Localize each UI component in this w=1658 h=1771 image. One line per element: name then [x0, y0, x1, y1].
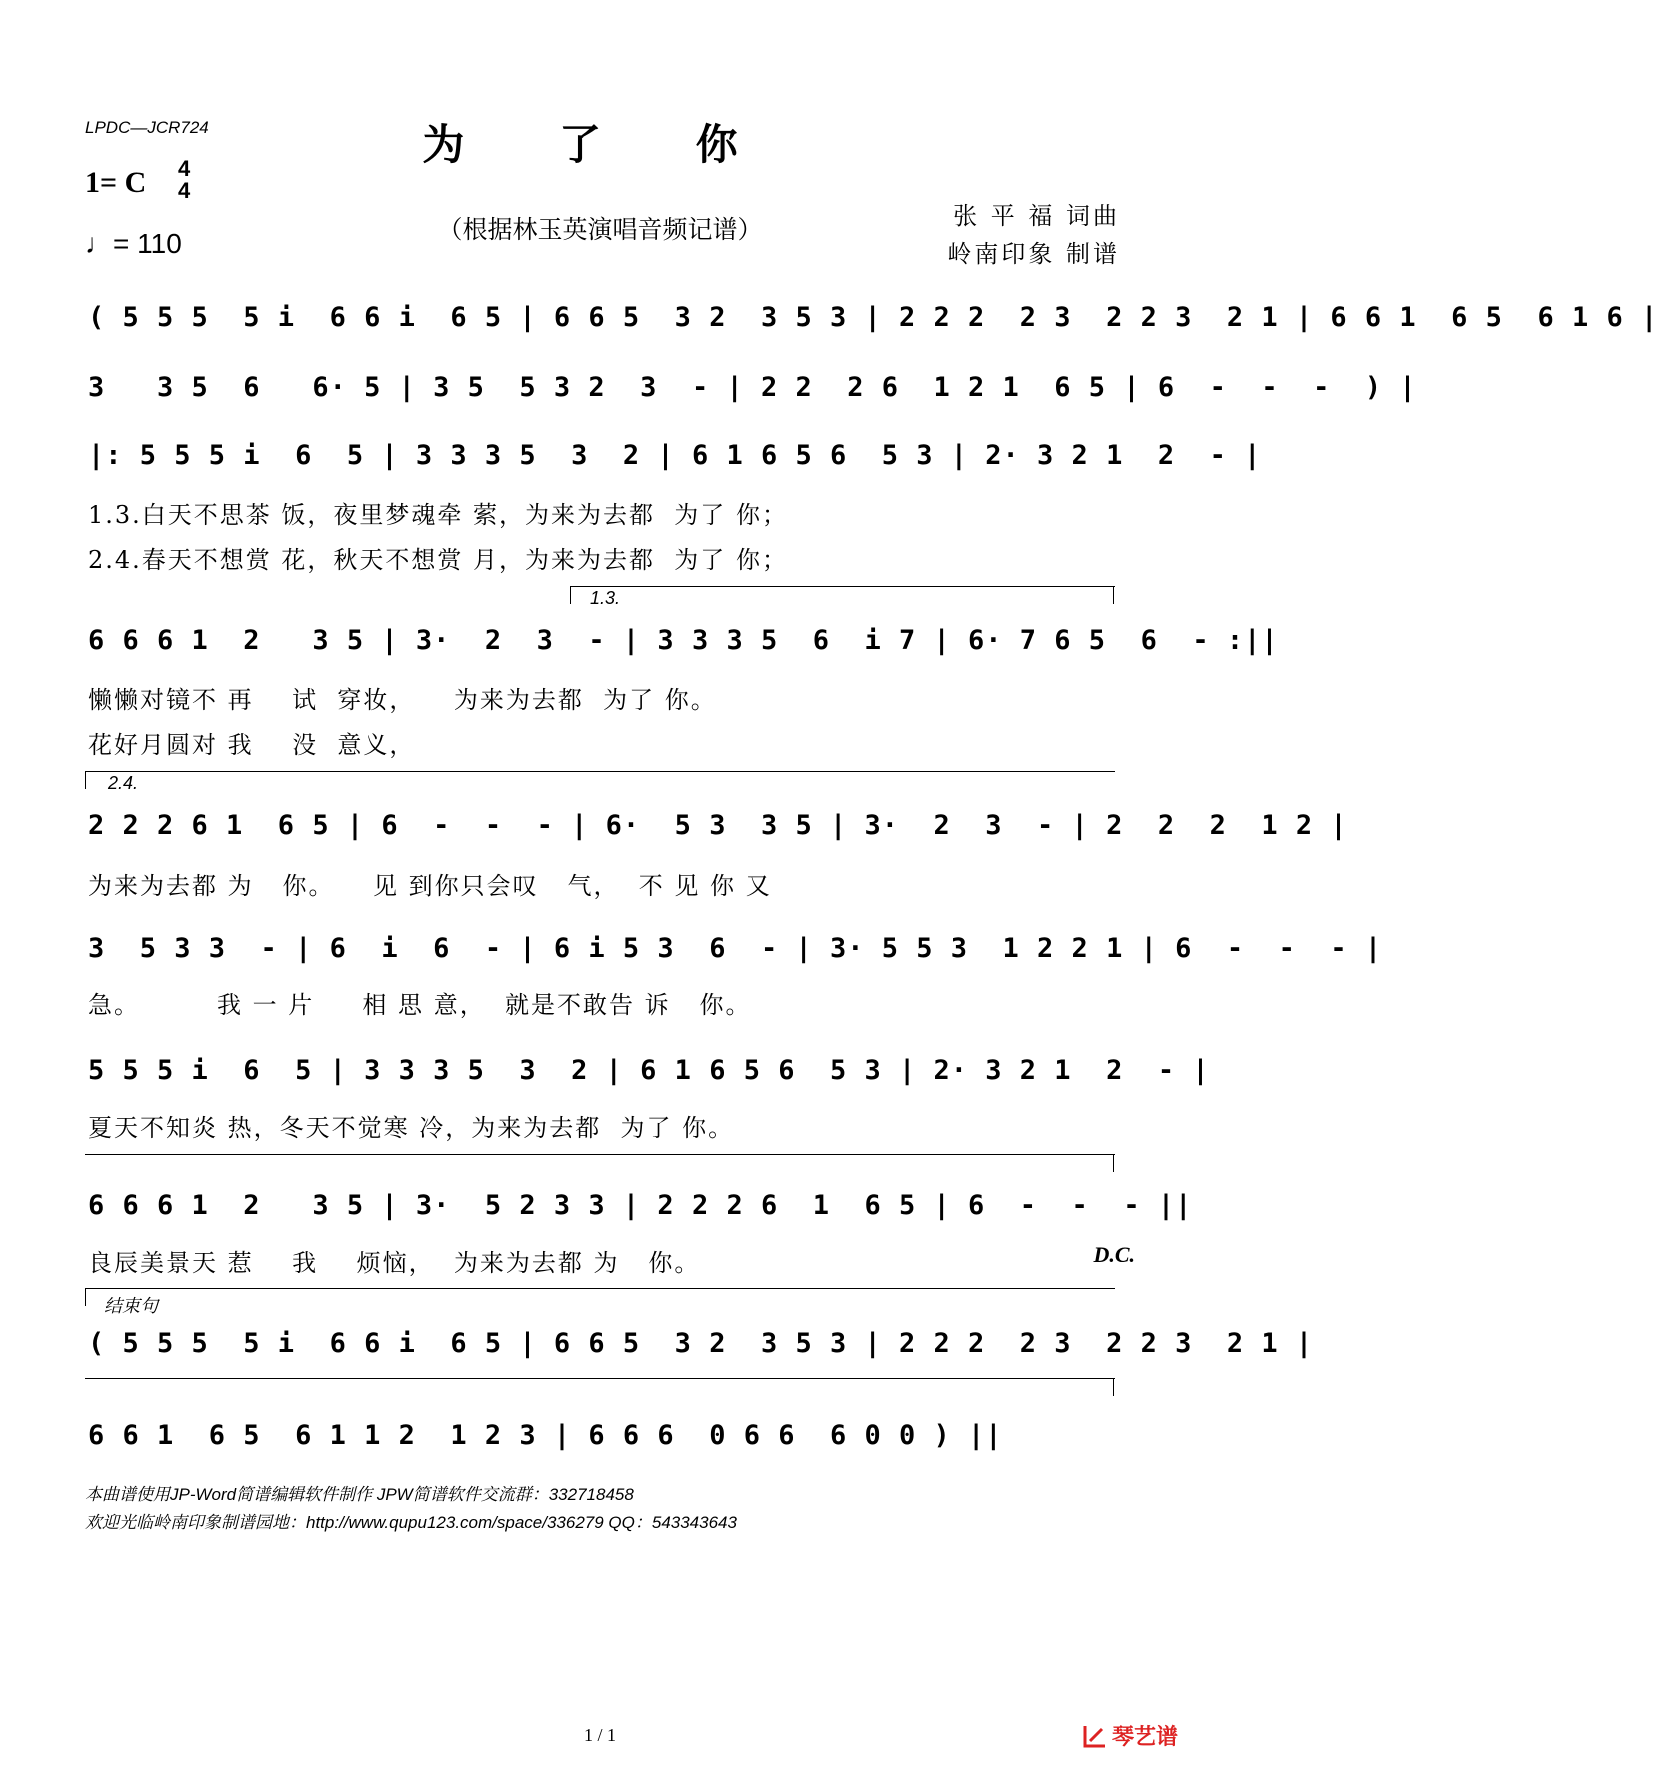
page-number: 1 / 1 [583, 1725, 616, 1745]
tempo-marking: ♩= 110 [85, 228, 182, 259]
lyric-system-3-verse-1: 1.3.白天不思茶 饭，夜里梦魂牵 萦，为来为去都 为了 你； [88, 501, 788, 529]
lyric-system-8: 良辰美景天 惹 我 烦恼， 为来为去都 为 你。 [88, 1249, 701, 1277]
subtitle: （根据林玉英演唱音频记谱） [437, 215, 763, 244]
notes-system-5: 2 2 2 6 1 6 5 | 6 - - - | 6· 5 3 3 5 | 3· 2 3 - | 2 2 2 1 2 | [88, 810, 1348, 841]
dc-marking: D.C. [1093, 1242, 1135, 1267]
volta-start-1 [570, 586, 571, 604]
time-bottom: 4 [178, 178, 191, 203]
score-code: LPDC—JCR724 [85, 118, 209, 137]
coda-line-2 [85, 1378, 1115, 1379]
coda-label: 结束句 [104, 1296, 158, 1316]
logo-icon [1082, 1723, 1108, 1749]
time-top: 4 [178, 156, 191, 181]
footer-line-1: 本曲谱使用JP-Word简谱编辑软件制作 JPW简谱软件交流群：332718458 [85, 1485, 634, 1504]
time-signature [178, 158, 190, 202]
page-title: 为 了 你 [422, 120, 778, 169]
notes-system-8: 6 6 6 1 2 3 5 | 3· 5 2 3 3 | 2 2 2 6 1 6 5 | 6 - - - || [88, 1190, 1193, 1221]
footer-line-2: 欢迎光临岭南印象制谱园地：http://www.qupu123.com/space/336279 QQ：543343643 [85, 1513, 737, 1532]
lyric-system-3-verse-2: 2.4.春天不想赏 花，秋天不想赏 月，为来为去都 为了 你； [88, 546, 788, 574]
lyric-system-4-verse-2: 花好月圆对 我 没 意义， [88, 731, 416, 759]
notes-system-3: |: 5 5 5 i 6 5 | 3 3 3 5 3 2 | 6 1 6 5 6 5 3 | 2· 3 2 1 2 - | [88, 440, 1262, 471]
coda-start [85, 1288, 86, 1306]
notes-system-6: 3 5 3 3 - | 6 i 6 - | 6 i 5 3 6 - | 3· 5 5 3 1 2 2 1 | 6 - - - | [88, 933, 1383, 964]
notes-system-9: ( 5 5 5 5 i 6 6 i 6 5 | 6 6 5 3 2 3 5 3 | 2 2 2 2 3 2 2 3 2 1 | [88, 1328, 1314, 1359]
lyric-system-6: 急。 我 一 片 相 思 意， 就是不敢告 诉 你。 [88, 991, 752, 1019]
divider-line [85, 1154, 1115, 1155]
coda-end [1113, 1378, 1114, 1396]
lyric-system-7: 夏天不知炎 热，冬天不觉寒 冷，为来为去都 为了 你。 [88, 1114, 735, 1142]
lyric-system-5: 为来为去都 为 你。 见 到你只会叹 气， 不 见 你 又 [88, 872, 772, 900]
lyric-system-4-verse-1: 懒懒对镜不 再 试 穿妆， 为来为去都 为了 你。 [88, 686, 717, 714]
notes-system-10: 6 6 1 6 5 6 1 1 2 1 2 3 | 6 6 6 0 6 6 6 0 0 ) || [88, 1420, 1003, 1451]
site-logo[interactable] [1082, 1720, 1178, 1751]
key-signature: 1= C [85, 166, 147, 199]
volta-line-1 [570, 586, 1115, 587]
volta-label-2: 2.4. [108, 773, 139, 793]
coda-line [85, 1288, 1115, 1289]
volta-label-1: 1.3. [590, 588, 621, 608]
notes-system-4: 6 6 6 1 2 3 5 | 3· 2 3 - | 3 3 3 5 6 i 7 | 6· 7 6 5 6 - :|| [88, 625, 1279, 656]
arranger-credit: 岭南印象 制谱 [947, 240, 1120, 268]
volta-start-2 [85, 771, 86, 789]
composer-credit: 张 平 福 词曲 [953, 202, 1120, 230]
logo-text: 琴艺谱 [1111, 1725, 1178, 1750]
volta-line-2 [85, 771, 1115, 772]
notes-system-7: 5 5 5 i 6 5 | 3 3 3 5 3 2 | 6 1 6 5 6 5 3 | 2· 3 2 1 2 - | [88, 1055, 1210, 1086]
notes-system-2: 3 3 5 6 6· 5 | 3 5 5 3 2 3 - | 2 2 2 6 1 2 1 6 5 | 6 - - - ) | [88, 372, 1417, 403]
notes-system-1: ( 5 5 5 5 i 6 6 i 6 5 | 6 6 5 3 2 3 5 3 | 2 2 2 2 3 2 2 3 2 1 | 6 6 1 6 5 6 1 6 | [88, 302, 1658, 333]
divider-end [1113, 1154, 1114, 1172]
volta-end-1 [1113, 586, 1114, 604]
